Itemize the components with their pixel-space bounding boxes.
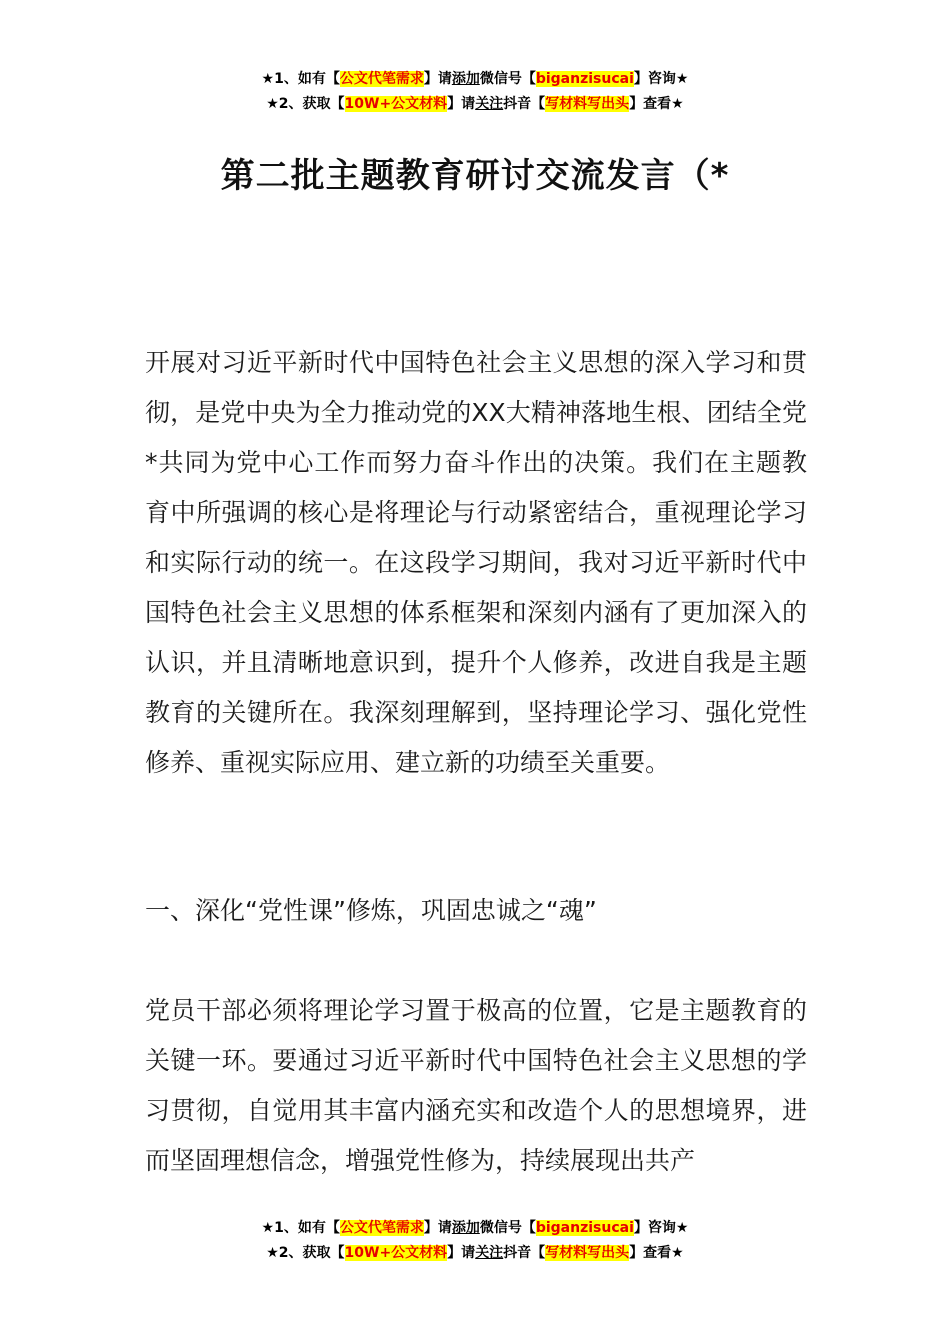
document-title: 第二批主题教育研讨交流发言（*: [220, 156, 730, 196]
promo-line-2: ★2、获取【10W+公文材料】请关注抖音【写材料写出头】查看★: [266, 96, 684, 112]
highlight-wechat-id: biganzisucai: [535, 71, 634, 87]
highlight-service: 公文代笔需求: [339, 1220, 424, 1236]
highlight-wechat-id: biganzisucai: [535, 1220, 634, 1236]
promo-line-2: ★2、获取【10W+公文材料】请关注抖音【写材料写出头】查看★: [266, 1245, 684, 1261]
section-heading-1: 一、深化“党性课”修炼，巩固忠诚之“魂”: [145, 896, 597, 925]
body-paragraph-2: 党员干部必须将理论学习置于极高的位置，它是主题教育的关键一环。要通过习近平新时代中国特色社会主义思想的学习贯彻，自觉用其丰富内涵充实和改造个人的思想境界，进而坚固理想信念，增强党性修为，持续展现出共产: [145, 996, 807, 1175]
body-paragraph-1: 开展对习近平新时代中国特色社会主义思想的深入学习和贯彻，是党中央为全力推动党的XX大精神落地生根、团结全党*共同为党中心工作而努力奋斗作出的决策。我们在主题教育中所强调的核心是将理论与行动紧密结合，重视理论学习和实际行动的统一。在这段学习期间，我对习近平新时代中国特色社会主义思想的体系框架和深刻内涵有了更加深入的认识，并且清晰地意识到，提升个人修养，改进自我是主题教育的关键所在。我深刻理解到，坚持理论学习、强化党性修养、重视实际应用、建立新的功绩至关重要。: [145, 348, 807, 777]
promo-banner-bottom: [0, 1216, 950, 1266]
highlight-douyin: 写材料写出头: [545, 96, 630, 112]
highlight-douyin: 写材料写出头: [545, 1245, 630, 1261]
highlight-service: 公文代笔需求: [339, 71, 424, 87]
promo-banner-top: [0, 67, 950, 117]
promo-line-1: ★1、如有【公文代笔需求】请添加微信号【biganzisucai】咨询★: [261, 71, 689, 87]
promo-line-1: ★1、如有【公文代笔需求】请添加微信号【biganzisucai】咨询★: [261, 1220, 689, 1236]
highlight-materials: 10W+公文材料: [344, 1245, 448, 1261]
highlight-materials: 10W+公文材料: [344, 96, 448, 112]
